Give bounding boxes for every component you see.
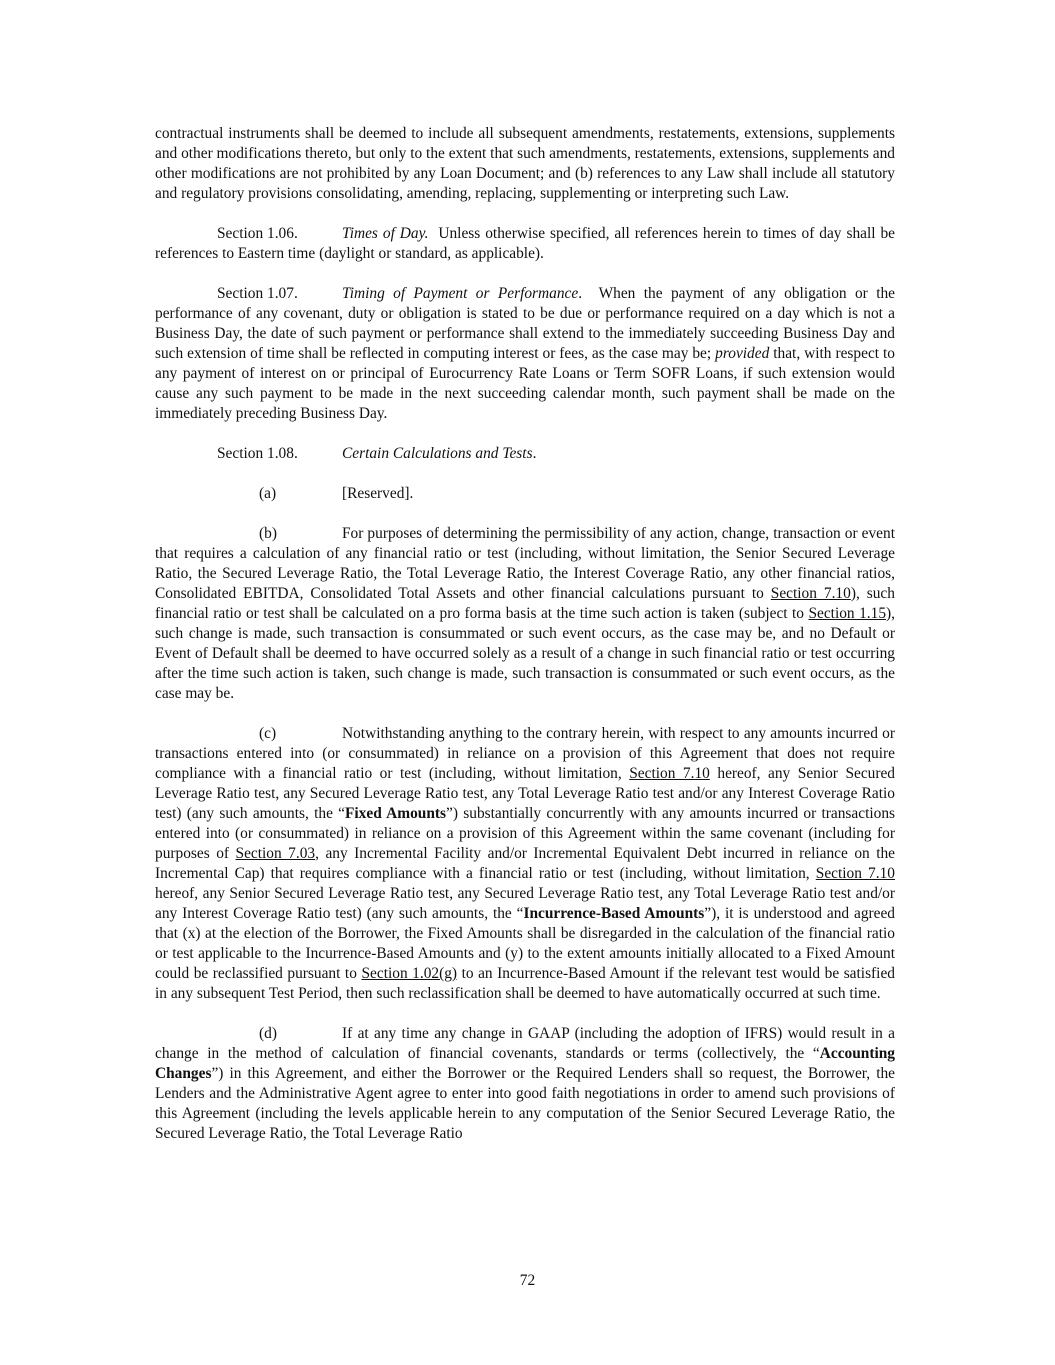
section-reference[interactable]: Section 7.10 [815, 865, 895, 882]
section-text-cont: that, with respect to any payment of interest on or principal of Eurocurrency Rate Loans or Term SOFR Loans, if such extension would cause any such payment to be made in the next succeeding calendar month, such payment shall be made on the immediately preceding Business Day. [155, 345, 895, 422]
clause-text: hereof, any Senior Secured Leverage Ratio test, any Secured Leverage Ratio test, any Total Leverage Ratio test and/or any Interest Coverage Ratio test) (any such amounts, the “ [155, 885, 895, 922]
clause-text: ), such change is made, such transaction is consummated or such event occurs, as the case may be, and no Default or Event of Default shall be deemed to have occurred solely as a result of a change in such financial ratio or test occurring after the time such action is taken, such change is made, such transaction is consummated or such event occurs, as the case may be. [155, 605, 895, 702]
section-reference[interactable]: Section 1.02(g) [361, 965, 458, 982]
section-number: Section 1.08. [217, 445, 298, 462]
page-number: 72 [519, 1272, 536, 1289]
clause-text: hereof, any Senior Secured Leverage Ratio test, any Secured Leverage Ratio test, any Total Leverage Ratio test and/or any Interest Coverage Ratio test) (any such amounts, the “ [155, 765, 896, 822]
section-text: Unless otherwise specified, all references herein to times of day shall be references to Eastern time (daylight or standard, as applicable). [155, 225, 896, 262]
section-reference[interactable]: Section 7.10 [770, 585, 851, 602]
section-title: Timing of Payment or Performance [342, 285, 579, 302]
clause-text: , any Incremental Facility and/or Incremental Equivalent Debt incurred in reliance on the Incremental Cap) that requires compliance with a financial ratio or test (including, without limitation, [155, 845, 895, 882]
clause-text: Notwithstanding anything to the contrary herein, with respect to any amounts incurred or transactions entered into (or consummated) in reliance on a provision of this Agreement that does not require compliance with a financial ratio or test (including, without limitation, [155, 725, 895, 782]
section-reference[interactable]: Section 7.10 [629, 765, 710, 782]
defined-term: Accounting Changes [155, 1045, 895, 1082]
section-reference[interactable]: Section 1.15 [808, 605, 887, 622]
clause-text: ”) in this Agreement, and either the Borrower or the Required Lenders shall so request, the Borrower, the Lenders and the Administrative Agent agree to enter into good faith negotiations in order to amend such provisions of this Agreement (including the levels applicable herein to any computation of the Senior Secured Leverage Ratio, the Secured Leverage Ratio, the Total Leverage Ratio [155, 1065, 895, 1142]
defined-term: Incurrence-Based Amounts [523, 905, 705, 922]
clause-a [155, 484, 895, 504]
clause-c [155, 724, 895, 1004]
section-1-07 [155, 284, 895, 424]
defined-term: Fixed Amounts [345, 805, 447, 822]
clause-d [155, 1024, 895, 1144]
section-text: When the payment of any obligation or the performance of any covenant, duty or obligation is stated to be due or performance required on a day which is not a Business Day, the date of such payment or performance shall extend to the immediately succeeding Business Day and such extension of time shall be reflected in computing interest or fees, as the case may be; [155, 285, 895, 362]
clause-label: (c) [259, 725, 277, 742]
clause-label: (d) [259, 1025, 277, 1042]
clause-text: to an Incurrence-Based Amount if the relevant test would be satisfied in any subsequent Test Period, then such reclassification shall be deemed to have automatically occurred at such time. [155, 965, 895, 1002]
proviso-term: provided [715, 345, 770, 362]
section-1-08 [155, 444, 895, 464]
section-title: Certain Calculations and Tests [342, 445, 533, 462]
section-number: Section 1.06. [217, 225, 298, 242]
title-period: . [532, 445, 537, 462]
clause-label: (a) [259, 485, 277, 502]
section-title: Times of Day. [342, 225, 429, 242]
clause-text: If at any time any change in GAAP (including the adoption of IFRS) would result in a change in the method of calculation of financial covenants, standards or terms (collectively, the “ [155, 1025, 895, 1062]
clause-text: For purposes of determining the permissibility of any action, change, transaction or event that requires a calculation of any financial ratio or test (including, without limitation, the Senior Secured Leverage Ratio, the Secured Leverage Ratio, the Total Leverage Ratio, the Interest Coverage Ratio, any other financial ratios, Consolidated EBITDA, Consolidated Total Assets and other financial calculations pursuant to [155, 525, 895, 602]
clause-text: ), such financial ratio or test shall be calculated on a pro forma basis at the time such action is taken (subject to [155, 585, 895, 622]
clause-text: ”), it is understood and agreed that (x) at the election of the Borrower, the Fixed Amounts shall be disregarded in the calculation of the financial ratio or test applicable to the Incurrence-Based Amounts and (y) to the extent amounts initially allocated to a Fixed Amount could be reclassified pursuant to [155, 905, 895, 982]
section-number: Section 1.07. [217, 285, 298, 302]
clause-text: [Reserved]. [342, 485, 414, 502]
document-page [155, 124, 895, 1144]
clause-label: (b) [259, 525, 277, 542]
clause-text: ”) substantially concurrently with any amounts incurred or transactions entered into (or consummated) in reliance on a provision of this Agreement within the same covenant (including for purposes of [155, 805, 895, 862]
intro-paragraph: contractual instruments shall be deemed to include all subsequent amendments, restatements, extensions, supplements and other modifications thereto, but only to the extent that such amendments, restatements, extensions, supplements and other modifications are not prohibited by any Loan Document; and (b) references to any Law shall include all statutory and regulatory provisions consolidating, amending, replacing, supplementing or interpreting such Law. [155, 125, 895, 202]
clause-b [155, 524, 895, 704]
section-1-06 [155, 224, 895, 264]
title-period: . [578, 285, 583, 302]
section-reference[interactable]: Section 7.03 [235, 845, 316, 862]
